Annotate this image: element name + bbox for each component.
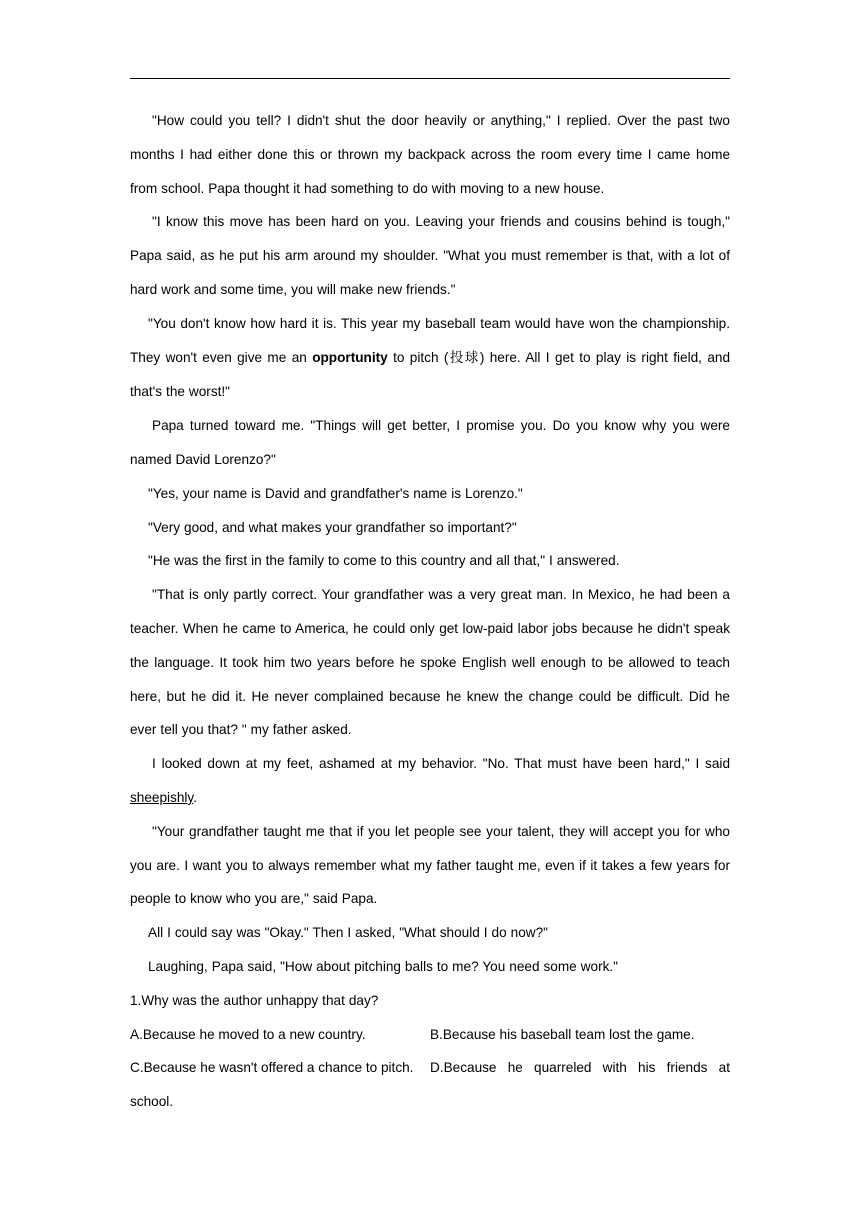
chinese-gloss: 投球 (448, 349, 480, 366)
paragraph-8: "That is only partly correct. Your grandfather was a very great man. In Mexico, he had been a teacher. When he came to America, he could only get low-paid labor jobs because he didn't speak the language. It took him two years before he spoke English well enough to be allowed to teach here, but he did it. He never complained because he knew the change could be difficult. Did he ever tell you that? " my father asked. (130, 587, 730, 738)
paragraph-10: "Your grandfather taught me that if you let people see your talent, they will accept you for who you are. I want you to always remember what my father taught me, even if it takes a few years for people to know who you are," said Papa. (130, 823, 730, 907)
option-b: B.Because his baseball team lost the game. (430, 1026, 695, 1042)
paragraph-3-text-b: to pitch ( (387, 349, 449, 365)
paragraph-1: "How could you tell? I didn't shut the door heavily or anything," I replied. Over the past two months I had either done this or thrown my backpack across the room every time I came home from school. Papa thought it had something to do with moving to a new house. (130, 113, 730, 196)
question-1-stem: 1.Why was the author unhappy that day? (130, 992, 379, 1008)
paragraph-4: Papa turned toward me. "Things will get better, I promise you. Do you know why you were named David Lorenzo?" (130, 418, 730, 467)
question-1-options-row-2 (130, 1051, 730, 1085)
question-1-options-row-1 (130, 1018, 730, 1052)
option-c: C.Because he wasn't offered a chance to pitch. (130, 1060, 414, 1076)
bold-word-opportunity: opportunity (312, 349, 388, 365)
paragraph-3 (130, 307, 730, 409)
paragraph-6: "Very good, and what makes your grandfather so important?" (148, 519, 517, 535)
underlined-word-sheepishly: sheepishly (130, 789, 194, 805)
paragraph-12: Laughing, Papa said, "How about pitching balls to me? You need some work." (148, 958, 619, 974)
paragraph-9-text-b: . (193, 789, 198, 805)
paragraph-9 (130, 747, 730, 815)
paragraph-2: "I know this move has been hard on you. Leaving your friends and cousins behind is tough," Papa said, as he put his arm around my shoulder. "What you must remember is that, with a lot of hard work and some time, you will make new friends." (130, 214, 730, 297)
option-d-continuation: school. (130, 1094, 174, 1110)
paragraph-3-text-c: ) here. All I get to play is right field, and that's the worst!" (130, 349, 731, 400)
header-rule (130, 78, 730, 79)
paragraph-9-text-a: I looked down at my feet, ashamed at my behavior. "No. That must have been hard," I said (152, 756, 730, 772)
paragraph-3-text-a: "You don't know how hard it is. This year my baseball team would have won the championship. They won't even give me an (130, 315, 730, 365)
option-d: D.Because he quarreled with his friends at (430, 1060, 730, 1076)
paragraph-7: "He was the first in the family to come to this country and all that," I answered. (148, 553, 620, 569)
reading-passage (130, 104, 730, 1119)
paragraph-5: "Yes, your name is David and grandfather's name is Lorenzo." (148, 485, 523, 501)
paragraph-11: All I could say was "Okay." Then I asked, "What should I do now?" (148, 925, 548, 941)
option-a: A.Because he moved to a new country. (130, 1026, 366, 1042)
